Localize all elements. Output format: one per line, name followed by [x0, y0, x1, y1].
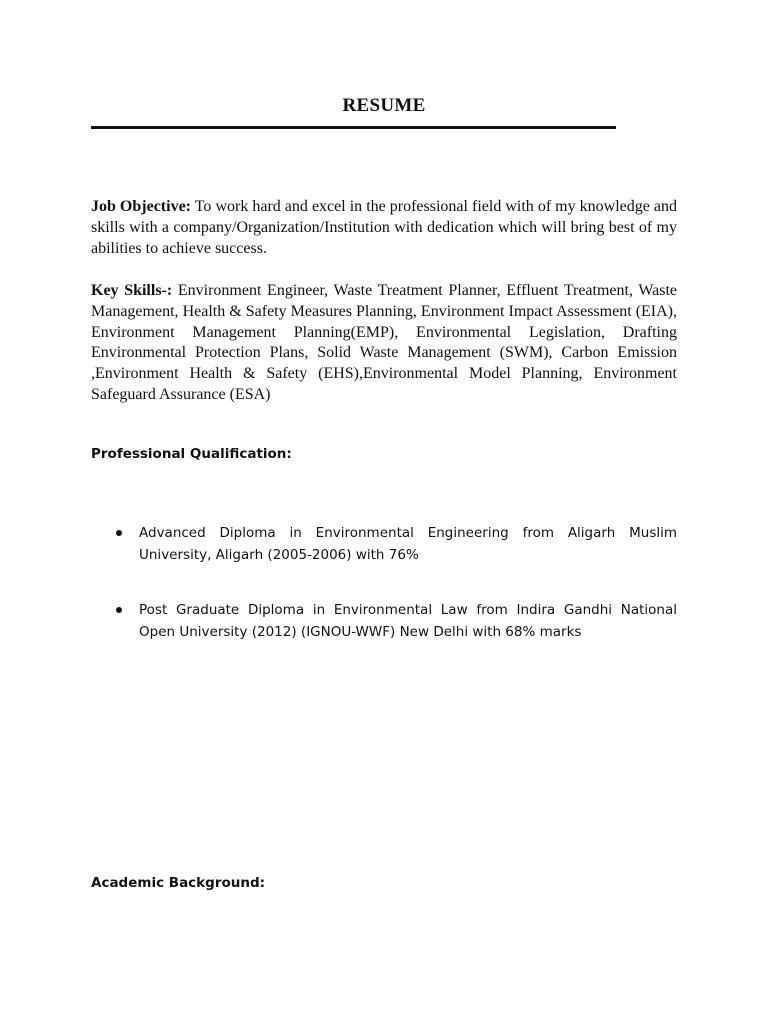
job-objective-label: Job Objective: [91, 198, 192, 215]
key-skills-paragraph [91, 281, 677, 406]
academic-background-heading: Academic Background: [91, 875, 266, 891]
qualification-text: Advanced Diploma in Environmental Engineering from Aligarh Muslim University, Aligarh (2005-2006) with 76% [139, 525, 677, 563]
bullet-icon [116, 607, 122, 613]
key-skills-text: Environment Engineer, Waste Treatment Planner, Effluent Treatment, Waste Management, Health & Safety Measures Planning, Environment Impact Assessment (EIA), Environment Management Planning(EMP), Environmental Legislation, Drafting Environmental Protection Plans, Solid Waste Management (SWM), Carbon Emission ,Environment Health & Safety (EHS),Environmental Model Planning, Environment Safeguard Assurance (ESA) [91, 282, 678, 403]
resume-title: RESUME [342, 95, 426, 116]
title-underline [91, 126, 616, 129]
professional-qualification-heading: Professional Qualification: [91, 446, 292, 462]
job-objective-paragraph [91, 197, 677, 259]
key-skills-label: Key Skills-: [91, 282, 173, 299]
bullet-icon [116, 530, 122, 536]
job-objective-text: To work hard and excel in the professional field with of my knowledge and skills with a company/Organization/Institution with dedication which will bring best of my abilities to achieve success. [91, 198, 677, 257]
qualification-text: Post Graduate Diploma in Environmental Law from Indira Gandhi National Open University (2012) (IGNOU-WWF) New Delhi with 68% marks [139, 602, 677, 640]
